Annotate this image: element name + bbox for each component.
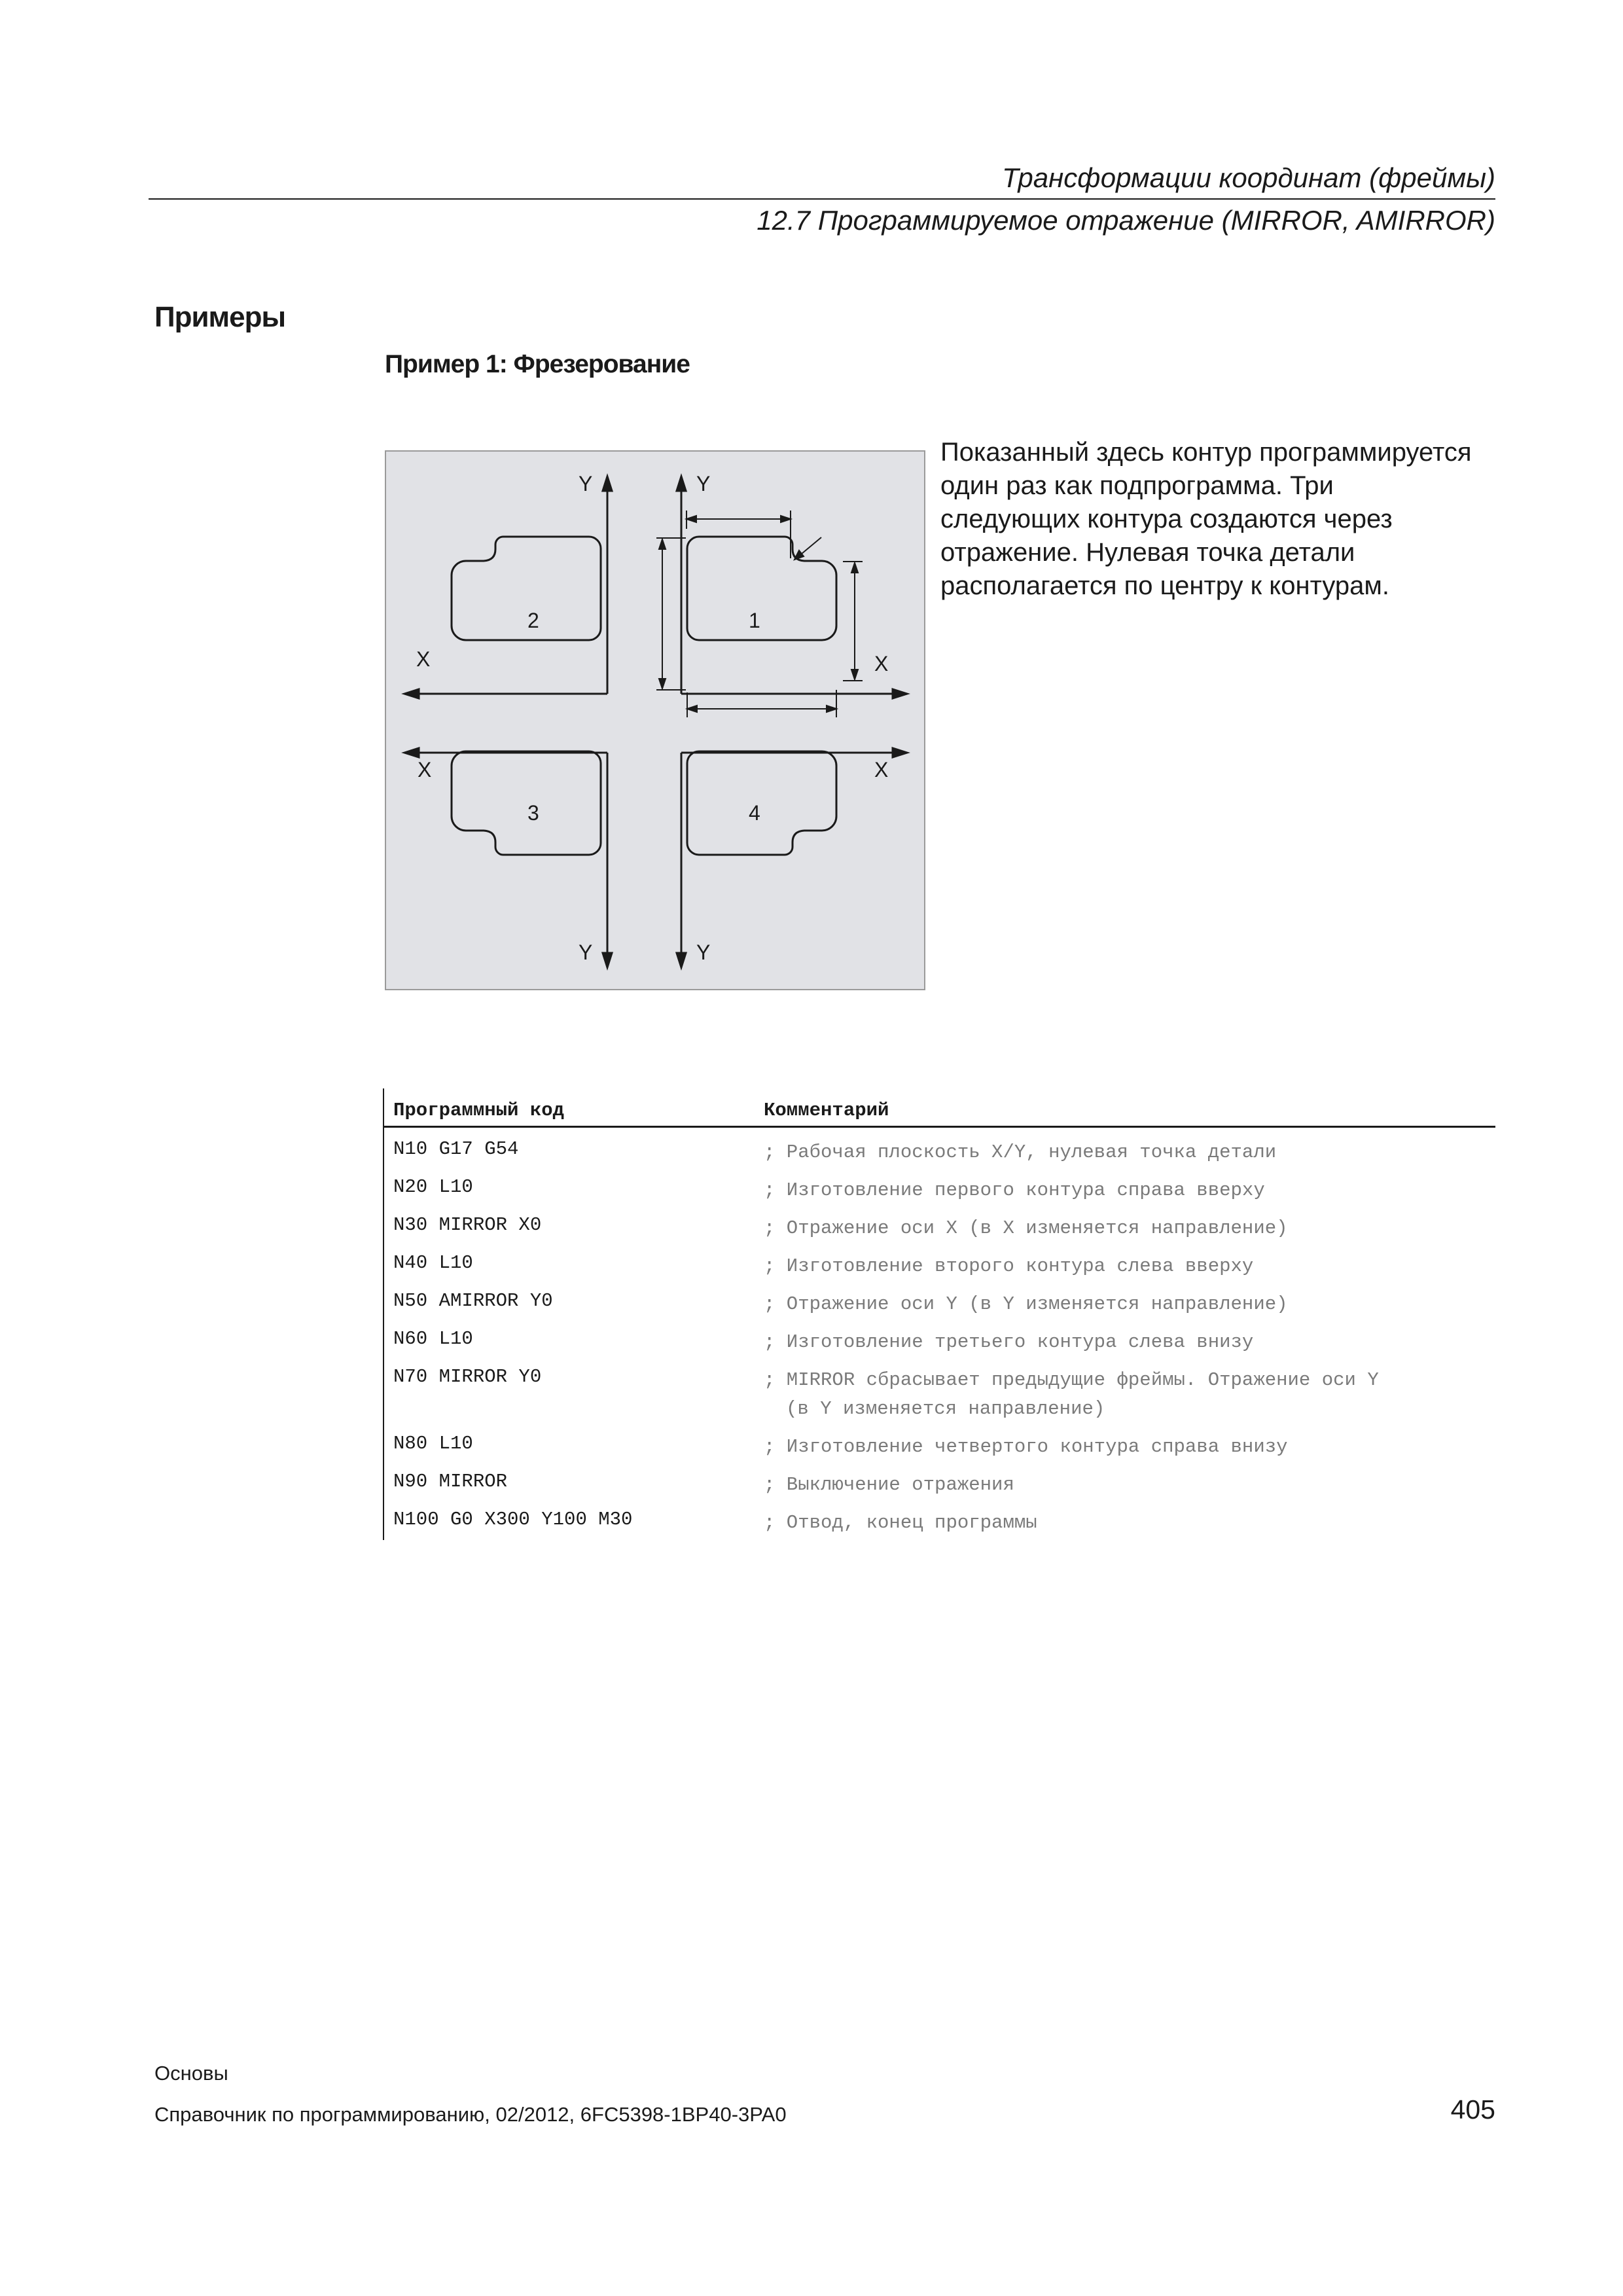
program-code-table [383,1088,1495,1540]
code-cell: N100 G0 X300 Y100 M30 [393,1509,633,1530]
table-row [383,1366,1495,1433]
footer-line-2: Справочник по программированию, 02/2012, 6FC5398-1BP40-3PA0 [154,2103,787,2126]
label-y-bottom-left: Y [579,941,593,964]
label-x-lower-right: X [874,758,889,781]
code-cell: N90 MIRROR [393,1471,508,1492]
table-row [383,1509,1495,1547]
table-row [383,1471,1495,1509]
code-cell: N70 MIRROR Y0 [393,1366,542,1388]
comment-line: ; MIRROR сбрасывает предыдущие фреймы. Отражение оси Y [764,1369,1379,1391]
table-row [383,1290,1495,1328]
comment-cell: ; Изготовление четвертого контура справа внизу [764,1436,1288,1458]
comment-cell: ; Изготовление третьего контура слева внизу [764,1331,1254,1353]
description-line: Показанный здесь контур программируется [940,438,1472,467]
header-divider [149,198,1495,200]
table-header-rule [383,1126,1495,1128]
table-row [383,1214,1495,1252]
code-cell: N10 G17 G54 [393,1138,519,1160]
page-number: 405 [1450,2094,1495,2125]
code-cell: N80 L10 [393,1433,473,1454]
comment-cell: ; Отвод, конец программы [764,1512,1037,1534]
description-line: один раз как подпрограмма. Три [940,471,1334,500]
column-header-comment: Комментарий [764,1100,889,1121]
description-line: отражение. Нулевая точка детали [940,538,1355,567]
table-row [383,1176,1495,1214]
comment-cell: ; Изготовление первого контура справа вверху [764,1179,1265,1201]
mirror-contours-figure [385,450,925,990]
running-header-title: Трансформации координат (фреймы) [1002,162,1495,193]
label-y-top-right: Y [696,472,711,495]
comment-cell [764,1366,1379,1424]
running-header-section: 12.7 Программируемое отражение (MIRROR, AMIRROR) [757,205,1495,236]
description-line: располагается по центру к контурам. [940,571,1389,600]
figure-svg [385,450,925,990]
label-x-upper-left: X [416,647,431,671]
label-y-bottom-right: Y [696,941,711,964]
description-line: следующих контура создаются через [940,505,1393,533]
comment-cell: ; Отражение оси Y (в Y изменяется направление) [764,1293,1288,1315]
code-cell: N20 L10 [393,1176,473,1198]
table-row [383,1328,1495,1366]
table-row [383,1433,1495,1471]
footer-line-1: Основы [154,2062,228,2085]
code-cell: N60 L10 [393,1328,473,1350]
table-row [383,1138,1495,1176]
label-x-upper-right: X [874,652,889,675]
comment-cell: ; Отражение оси X (в X изменяется направление) [764,1217,1288,1239]
code-cell: N30 MIRROR X0 [393,1214,542,1236]
table-row [383,1252,1495,1290]
figure-background [385,451,925,990]
comment-cell: ; Изготовление второго контура слева вверху [764,1255,1254,1277]
comment-cell: ; Выключение отражения [764,1474,1014,1496]
comment-line-continuation: (в Y изменяется направление) [786,1398,1105,1420]
label-contour-4: 4 [749,801,760,825]
comment-cell: ; Рабочая плоскость X/Y, нулевая точка детали [764,1141,1277,1163]
heading-examples: Примеры [154,301,286,333]
heading-example-1: Пример 1: Фрезерование [385,350,690,378]
label-contour-1: 1 [749,609,760,632]
label-x-lower-left: X [418,758,432,781]
figure-description [940,436,1516,603]
column-header-code: Программный код [393,1100,565,1121]
code-cell: N50 AMIRROR Y0 [393,1290,553,1312]
label-y-top-left: Y [579,472,593,495]
code-cell: N40 L10 [393,1252,473,1274]
label-contour-2: 2 [527,609,539,632]
label-contour-3: 3 [527,801,539,825]
